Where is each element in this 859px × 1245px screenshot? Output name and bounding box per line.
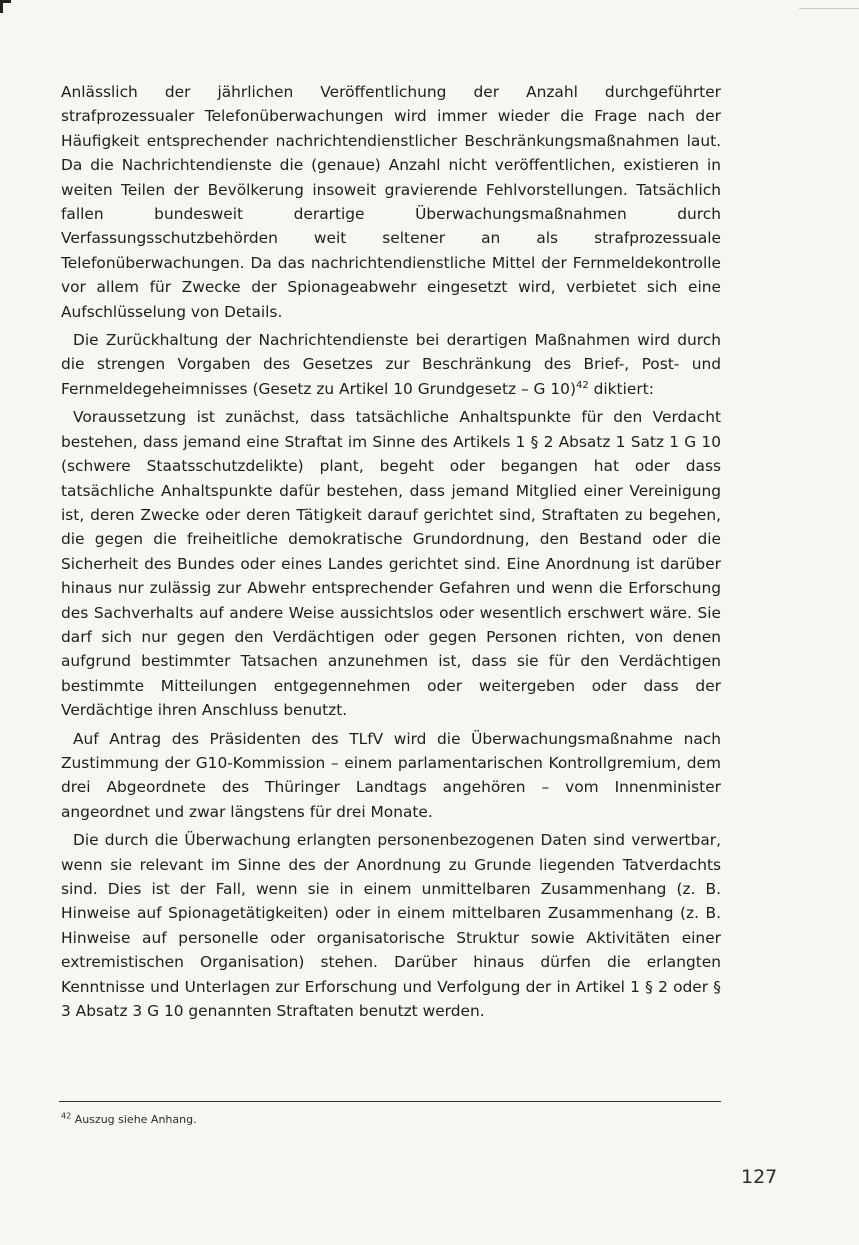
footnote-divider: [59, 1101, 721, 1102]
scan-edge-line: [799, 8, 859, 9]
paragraph-2: [61, 328, 721, 401]
scan-corner-mark: [0, 0, 11, 13]
paragraph-1: Anlässlich der jährlichen Veröffentlichung der Anzahl durchgeführter strafprozessualer Telefonüberwachungen wird immer wieder die Frage nach der Häufigkeit entsprechender nachrichtendienstlicher Beschränkungsmaßnahmen laut. Da die Nachrichtendienste die (genaue) Anzahl nicht veröffentlichen, existieren in weiten Teilen der Bevölkerung insoweit gravierende Fehlvorstellungen. Tatsächlich fallen bundesweit derartige Überwachungsmaßnahmen durch Verfassungsschutzbehörden weit seltener an als strafprozessuale Telefonüberwachungen. Da das nachrichtendienstliche Mittel der Fernmeldekontrolle vor allem für Zwecke der Spionageabwehr eingesetzt wird, verbietet sich eine Aufschlüsselung von Details.: [61, 83, 721, 321]
paragraph-2-text: Die Zurückhaltung der Nachrichtendienste bei derartigen Maßnahmen wird durch die strengen Vorgaben des Gesetzes zur Beschränkung des Brief-, Post- und Fernmeldegeheimnisses (Gesetz zu Artikel 10 Grundgesetz – G 10): [61, 331, 721, 398]
footnote: [61, 1113, 197, 1127]
footnote-number: 42: [61, 1111, 72, 1121]
paragraph-4: Auf Antrag des Präsidenten des TLfV wird die Überwachungsmaßnahme nach Zustimmung der G10-Kommission – einem parlamentarischen Kontrollgremium, dem drei Abgeordnete des Thüringer Landtags angehören – vom Innenminister angeordnet und zwar längstens für drei Monate.: [61, 729, 721, 821]
body-text: [61, 80, 721, 1027]
footnote-reference[interactable]: 42: [575, 379, 589, 391]
paragraph-3: Voraussetzung ist zunächst, dass tatsächliche Anhaltspunkte für den Verdacht bestehen, dass jemand eine Straftat im Sinne des Artikels 1 § 2 Absatz 1 Satz 1 G 10 (schwere Staatsschutzdelikte) plant, begeht oder begangen hat oder dass tatsächliche Anhaltspunkte dafür bestehen, dass jemand Mitglied einer Vereinigung ist, deren Zwecke oder deren Tätigkeit darauf gerichtet sind, Straftaten zu begehen, die gegen die freiheitliche demokratische Grundordnung, den Bestand oder die Sicherheit des Bundes oder eines Landes gerichtet sind. Eine Anordnung ist darüber hinaus nur zulässig zur Abwehr entsprechender Gefahren und wenn die Erforschung des Sachverhalts auf andere Weise aussichtslos oder wesentlich erschwert wäre. Sie darf sich nur gegen den Verdächtigen oder gegen Personen richten, von denen aufgrund bestimmter Tatsachen anzunehmen ist, dass sie für den Verdächtigen bestimmte Mitteilungen entgegennehmen oder weitergeben oder dass der Verdächtige ihren Anschluss benutzt.: [61, 408, 721, 720]
page-number: 127: [741, 1166, 778, 1188]
paragraph-5: Die durch die Überwachung erlangten personenbezogenen Daten sind verwertbar, wenn sie relevant im Sinne des der Anordnung zu Grunde liegenden Tatverdachts sind. Dies ist der Fall, wenn sie in einem unmittelbaren Zusammenhang (z. B. Hinweise auf Spionagetätigkeiten) oder in einem mittelbaren Zusammenhang (z. B. Hinweise auf personelle oder organisatorische Struktur sowie Aktivitäten einer extremistischen Organisation) stehen. Darüber hinaus dürfen die erlangten Kenntnisse und Unterlagen zur Erforschung und Verfolgung der in Artikel 1 § 2 oder § 3 Absatz 3 G 10 genannten Straftaten benutzt werden.: [61, 831, 721, 1021]
paragraph-2-tail: diktiert:: [588, 379, 654, 398]
footnote-text: Auszug siehe Anhang.: [74, 1113, 197, 1126]
